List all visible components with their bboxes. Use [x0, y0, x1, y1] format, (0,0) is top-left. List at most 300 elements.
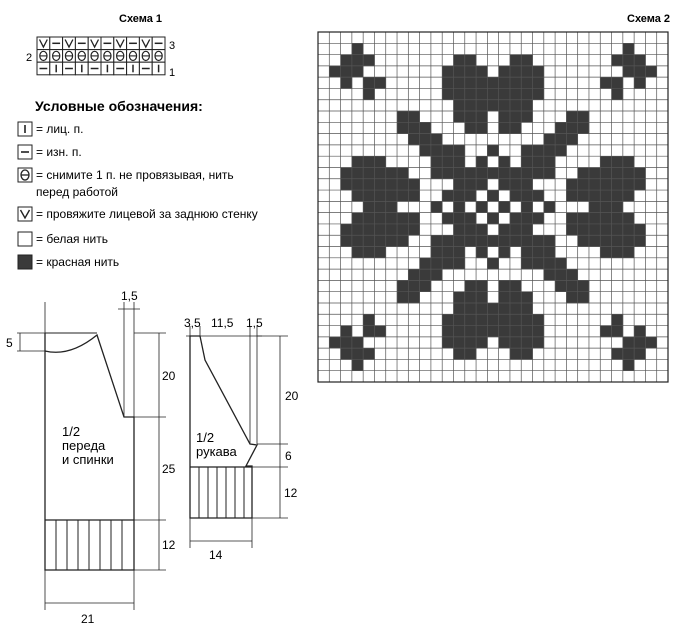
chart-cell-red — [453, 156, 465, 168]
chart-cell-red — [374, 213, 386, 225]
chart-cell-red — [352, 190, 364, 202]
chart-cell-red — [465, 55, 477, 67]
chart-cell-red — [578, 111, 590, 123]
stitch-cell — [127, 50, 140, 63]
chart-cell-red — [442, 66, 454, 78]
chart-cell-red — [352, 43, 364, 55]
chart-cell-red — [544, 201, 556, 213]
chart-cell-red — [476, 100, 488, 112]
chart-cell-red — [600, 167, 612, 179]
chart-cell-red — [363, 179, 375, 191]
chart-cell-red — [600, 235, 612, 247]
chart-cell-red — [374, 77, 386, 89]
chart-cell-red — [510, 235, 522, 247]
stitch-cell — [37, 50, 50, 63]
chart-cell-red — [408, 134, 420, 146]
chart-cell-red — [612, 348, 624, 360]
scheme1-row-label-1: 1 — [169, 67, 176, 79]
chart-cell-red — [533, 235, 545, 247]
sleeve-dim-cap: 20 — [285, 389, 299, 403]
chart-cell-red — [386, 190, 398, 202]
chart-cell-red — [408, 111, 420, 123]
chart-cell-red — [363, 190, 375, 202]
chart-cell-red — [397, 190, 409, 202]
chart-cell-red — [510, 111, 522, 123]
chart-cell-red — [465, 100, 477, 112]
chart-cell-red — [634, 77, 646, 89]
chart-cell-red — [533, 213, 545, 225]
chart-cell-red — [465, 337, 477, 349]
chart-cell-red — [420, 258, 432, 270]
chart-cell-red — [442, 247, 454, 259]
chart-cell-red — [487, 145, 499, 157]
chart-cell-red — [476, 314, 488, 326]
front-dim-armhole: 20 — [162, 369, 176, 383]
chart-cell-red — [487, 235, 499, 247]
chart-cell-red — [589, 213, 601, 225]
chart-cell-red — [499, 77, 511, 89]
chart-cell-red — [487, 326, 499, 338]
chart-cell-red — [442, 88, 454, 100]
chart-cell-red — [566, 213, 578, 225]
stitch-cell — [101, 37, 114, 50]
legend-item-twisted — [18, 207, 258, 221]
chart-cell-red — [623, 156, 635, 168]
chart-cell-red — [510, 213, 522, 225]
front-dim-shoulder: 1,5 — [121, 289, 138, 303]
chart-cell-red — [521, 247, 533, 259]
chart-cell-red — [578, 292, 590, 304]
chart-cell-red — [555, 134, 567, 146]
chart-cell-red — [521, 145, 533, 157]
chart-cell-red — [442, 156, 454, 168]
chart-cell-red — [408, 292, 420, 304]
chart-cell-red — [533, 247, 545, 259]
chart-cell-red — [487, 303, 499, 315]
chart-cell-red — [408, 224, 420, 236]
chart-cell-red — [521, 111, 533, 123]
chart-cell-red — [476, 77, 488, 89]
stitch-cell — [139, 50, 152, 63]
legend-item-slip-text: = снимите 1 п. не провязывая, нить — [36, 168, 234, 182]
chart-cell-red — [510, 280, 522, 292]
chart-cell-red — [578, 190, 590, 202]
chart-cell-red — [600, 156, 612, 168]
chart-cell-red — [442, 190, 454, 202]
chart-cell-red — [352, 179, 364, 191]
chart-cell-red — [634, 348, 646, 360]
chart-cell-red — [408, 280, 420, 292]
chart-cell-red — [544, 167, 556, 179]
chart-cell-red — [487, 314, 499, 326]
chart-cell-red — [600, 224, 612, 236]
chart-cell-red — [408, 190, 420, 202]
chart-cell-red — [521, 224, 533, 236]
chart-cell-red — [442, 258, 454, 270]
chart-cell-red — [352, 167, 364, 179]
stitch-cell — [152, 50, 165, 63]
chart-cell-red — [589, 167, 601, 179]
scheme1-row-label-3: 3 — [169, 40, 176, 52]
chart-cell-red — [555, 145, 567, 157]
chart-cell-red — [623, 247, 635, 259]
chart-cell-red — [623, 348, 635, 360]
chart-cell-red — [352, 348, 364, 360]
chart-cell-red — [544, 134, 556, 146]
chart-cell-red — [352, 359, 364, 371]
chart-cell-red — [341, 66, 353, 78]
chart-cell-red — [499, 201, 511, 213]
front-dim-neck: 5 — [6, 336, 13, 350]
chart-cell-red — [476, 280, 488, 292]
chart-cell-red — [521, 258, 533, 270]
chart-cell-red — [521, 326, 533, 338]
chart-cell-red — [408, 122, 420, 134]
chart-cell-red — [510, 326, 522, 338]
chart-cell-red — [566, 179, 578, 191]
chart-cell-red — [453, 190, 465, 202]
chart-cell-red — [397, 224, 409, 236]
chart-cell-red — [612, 314, 624, 326]
chart-cell-red — [578, 213, 590, 225]
chart-cell-red — [623, 167, 635, 179]
chart-cell-red — [374, 167, 386, 179]
chart-cell-red — [612, 224, 624, 236]
chart-cell-red — [600, 213, 612, 225]
chart-cell-red — [476, 303, 488, 315]
chart-cell-red — [442, 235, 454, 247]
chart-cell-red — [363, 55, 375, 67]
chart-cell-red — [510, 292, 522, 304]
chart-cell-red — [623, 43, 635, 55]
chart-cell-red — [431, 258, 443, 270]
legend-item-knit — [18, 122, 83, 136]
sleeve-outline — [190, 336, 257, 518]
chart-cell-red — [510, 122, 522, 134]
chart-cell-red — [352, 55, 364, 67]
chart-cell-red — [566, 134, 578, 146]
chart-cell-red — [521, 77, 533, 89]
chart-cell-red — [465, 280, 477, 292]
chart-cell-red — [533, 326, 545, 338]
chart-cell-red — [431, 235, 443, 247]
chart-cell-red — [612, 247, 624, 259]
chart-cell-red — [476, 201, 488, 213]
chart-cell-red — [521, 190, 533, 202]
chart-cell-red — [533, 167, 545, 179]
chart-cell-red — [397, 122, 409, 134]
stitch-cell — [114, 50, 127, 63]
stitch-cell — [101, 50, 114, 63]
chart-cell-red — [431, 167, 443, 179]
stitch-cell — [37, 62, 50, 75]
legend-item-purl-text: = изн. п. — [36, 145, 82, 159]
chart-cell-red — [442, 314, 454, 326]
chart-cell-red — [544, 258, 556, 270]
chart-cell-red — [442, 337, 454, 349]
front-dim-width: 21 — [81, 612, 95, 626]
scheme2-chart — [318, 32, 668, 382]
stitch-cell — [152, 37, 165, 50]
chart-cell-red — [589, 235, 601, 247]
chart-cell-red — [612, 156, 624, 168]
chart-cell-red — [634, 224, 646, 236]
chart-cell-red — [476, 179, 488, 191]
chart-cell-red — [352, 337, 364, 349]
chart-cell-red — [374, 201, 386, 213]
chart-cell-red — [397, 280, 409, 292]
chart-cell-red — [352, 156, 364, 168]
chart-cell-red — [521, 66, 533, 78]
chart-cell-red — [453, 179, 465, 191]
front-dim-rib: 12 — [162, 538, 176, 552]
chart-cell-red — [600, 77, 612, 89]
chart-cell-red — [431, 247, 443, 259]
chart-cell-red — [521, 213, 533, 225]
chart-cell-red — [510, 55, 522, 67]
chart-cell-red — [566, 292, 578, 304]
chart-cell-red — [623, 55, 635, 67]
chart-cell-red — [363, 156, 375, 168]
chart-cell-red — [612, 235, 624, 247]
chart-cell-red — [476, 326, 488, 338]
chart-cell-red — [612, 77, 624, 89]
chart-cell-red — [453, 77, 465, 89]
chart-cell-red — [476, 235, 488, 247]
chart-cell-red — [544, 247, 556, 259]
chart-cell-red — [578, 179, 590, 191]
chart-cell-red — [442, 77, 454, 89]
chart-cell-red — [499, 235, 511, 247]
chart-cell-red — [465, 111, 477, 123]
chart-cell-red — [510, 88, 522, 100]
chart-cell-red — [521, 167, 533, 179]
chart-cell-red — [363, 224, 375, 236]
chart-cell-red — [566, 280, 578, 292]
chart-cell-red — [499, 326, 511, 338]
chart-cell-red — [634, 55, 646, 67]
chart-cell-red — [589, 201, 601, 213]
chart-cell-red — [453, 145, 465, 157]
legend-item-twisted-text: = провяжите лицевой за заднюю стенку — [36, 207, 258, 221]
stitch-cell — [127, 37, 140, 50]
chart-cell-red — [465, 224, 477, 236]
chart-cell-red — [420, 145, 432, 157]
chart-cell-red — [431, 134, 443, 146]
chart-cell-red — [499, 122, 511, 134]
chart-cell-red — [374, 326, 386, 338]
chart-cell-red — [589, 224, 601, 236]
sleeve-dim-mid: 6 — [285, 449, 292, 463]
chart-cell-red — [476, 167, 488, 179]
chart-cell-red — [453, 292, 465, 304]
stitch-cell — [50, 50, 63, 63]
chart-cell-red — [487, 167, 499, 179]
chart-cell-red — [431, 145, 443, 157]
stitch-cell — [101, 62, 114, 75]
chart-cell-red — [386, 179, 398, 191]
stitch-cell — [50, 62, 63, 75]
chart-cell-red — [533, 258, 545, 270]
chart-cell-red — [420, 269, 432, 281]
stitch-cell — [63, 37, 76, 50]
chart-cell-red — [420, 122, 432, 134]
chart-cell-red — [566, 111, 578, 123]
chart-cell-red — [600, 326, 612, 338]
chart-cell-red — [420, 134, 432, 146]
chart-cell-red — [544, 269, 556, 281]
chart-cell-red — [645, 337, 657, 349]
chart-cell-red — [578, 224, 590, 236]
chart-cell-red — [634, 167, 646, 179]
legend-item-purl — [18, 145, 82, 159]
chart-cell-red — [476, 292, 488, 304]
chart-cell-red — [465, 66, 477, 78]
chart-cell-red — [487, 213, 499, 225]
chart-cell-red — [510, 303, 522, 315]
front-label-1: 1/2 — [62, 424, 81, 439]
chart-cell-red — [510, 314, 522, 326]
chart-cell-red — [476, 88, 488, 100]
chart-cell-red — [533, 88, 545, 100]
chart-cell-red — [453, 224, 465, 236]
chart-cell-red — [510, 348, 522, 360]
chart-cell-red — [499, 100, 511, 112]
chart-cell-red — [555, 258, 567, 270]
chart-cell-red — [589, 179, 601, 191]
chart-cell-red — [453, 314, 465, 326]
sleeve-dim-top-mid: 11,5 — [211, 316, 234, 330]
stitch-cell — [50, 37, 63, 50]
chart-cell-red — [499, 156, 511, 168]
front-dim-body: 25 — [162, 462, 176, 476]
chart-cell-red — [453, 348, 465, 360]
chart-cell-red — [374, 247, 386, 259]
stitch-cell — [114, 37, 127, 50]
chart-cell-red — [453, 337, 465, 349]
chart-cell-red — [431, 269, 443, 281]
chart-cell-red — [510, 167, 522, 179]
chart-cell-red — [465, 167, 477, 179]
chart-cell-red — [341, 235, 353, 247]
scheme2-title: Схема 2 — [627, 13, 671, 25]
chart-cell-red — [397, 111, 409, 123]
chart-cell-red — [465, 213, 477, 225]
sleeve-label-2: рукава — [196, 444, 237, 459]
chart-cell-red — [386, 167, 398, 179]
chart-cell-red — [510, 190, 522, 202]
scheme1-grid — [37, 37, 165, 75]
chart-cell-red — [612, 201, 624, 213]
chart-cell-red — [612, 167, 624, 179]
chart-cell-red — [612, 55, 624, 67]
sleeve-dim-top-right: 1,5 — [246, 316, 263, 330]
legend-item-white — [18, 232, 108, 246]
chart-cell-red — [521, 179, 533, 191]
stitch-cell — [88, 62, 101, 75]
chart-cell-red — [521, 88, 533, 100]
chart-cell-red — [465, 235, 477, 247]
stitch-cell — [114, 62, 127, 75]
legend-item-slip-text2: перед работой — [36, 185, 118, 199]
chart-cell-red — [341, 167, 353, 179]
chart-cell-red — [442, 145, 454, 157]
chart-cell-red — [363, 88, 375, 100]
chart-cell-red — [476, 247, 488, 259]
chart-cell-red — [374, 179, 386, 191]
chart-cell-red — [623, 359, 635, 371]
chart-cell-red — [453, 201, 465, 213]
chart-cell-red — [612, 179, 624, 191]
chart-cell-red — [623, 213, 635, 225]
sleeve-dim-width: 14 — [209, 548, 223, 562]
chart-cell-red — [363, 348, 375, 360]
chart-cell-red — [453, 66, 465, 78]
chart-cell-red — [408, 213, 420, 225]
chart-cell-red — [476, 66, 488, 78]
stitch-cell — [88, 37, 101, 50]
chart-cell-red — [578, 235, 590, 247]
chart-cell-red — [521, 348, 533, 360]
chart-cell-red — [566, 269, 578, 281]
chart-cell-red — [634, 326, 646, 338]
chart-cell-red — [453, 100, 465, 112]
chart-cell-red — [521, 235, 533, 247]
chart-cell-red — [578, 167, 590, 179]
chart-cell-red — [533, 145, 545, 157]
chart-cell-red — [521, 292, 533, 304]
chart-cell-red — [465, 190, 477, 202]
chart-cell-red — [329, 66, 341, 78]
chart-cell-red — [476, 337, 488, 349]
chart-cell-red — [442, 167, 454, 179]
chart-cell-red — [634, 235, 646, 247]
chart-cell-red — [374, 190, 386, 202]
chart-cell-red — [363, 235, 375, 247]
front-label-3: и спинки — [62, 452, 114, 467]
sleeve-dim-top-left: 3,5 — [184, 316, 201, 330]
stitch-cell — [75, 37, 88, 50]
chart-cell-red — [352, 66, 364, 78]
chart-cell-red — [612, 88, 624, 100]
chart-cell-red — [544, 145, 556, 157]
scheme1-title: Схема 1 — [119, 13, 163, 25]
chart-cell-red — [487, 100, 499, 112]
chart-cell-red — [397, 213, 409, 225]
chart-cell-red — [442, 213, 454, 225]
chart-cell-red — [499, 179, 511, 191]
chart-cell-red — [510, 224, 522, 236]
chart-cell-red — [476, 122, 488, 134]
chart-cell-red — [374, 224, 386, 236]
chart-cell-red — [499, 303, 511, 315]
chart-cell-red — [408, 179, 420, 191]
chart-cell-red — [487, 258, 499, 270]
chart-cell-red — [555, 280, 567, 292]
chart-cell-red — [397, 235, 409, 247]
chart-cell-red — [352, 235, 364, 247]
chart-cell-red — [453, 235, 465, 247]
chart-cell-red — [510, 100, 522, 112]
chart-cell-red — [476, 156, 488, 168]
legend-item-slip — [18, 168, 234, 199]
chart-cell-red — [431, 156, 443, 168]
chart-cell-red — [555, 269, 567, 281]
chart-cell-red — [442, 326, 454, 338]
chart-cell-red — [544, 235, 556, 247]
chart-cell-red — [363, 77, 375, 89]
chart-cell-red — [465, 326, 477, 338]
